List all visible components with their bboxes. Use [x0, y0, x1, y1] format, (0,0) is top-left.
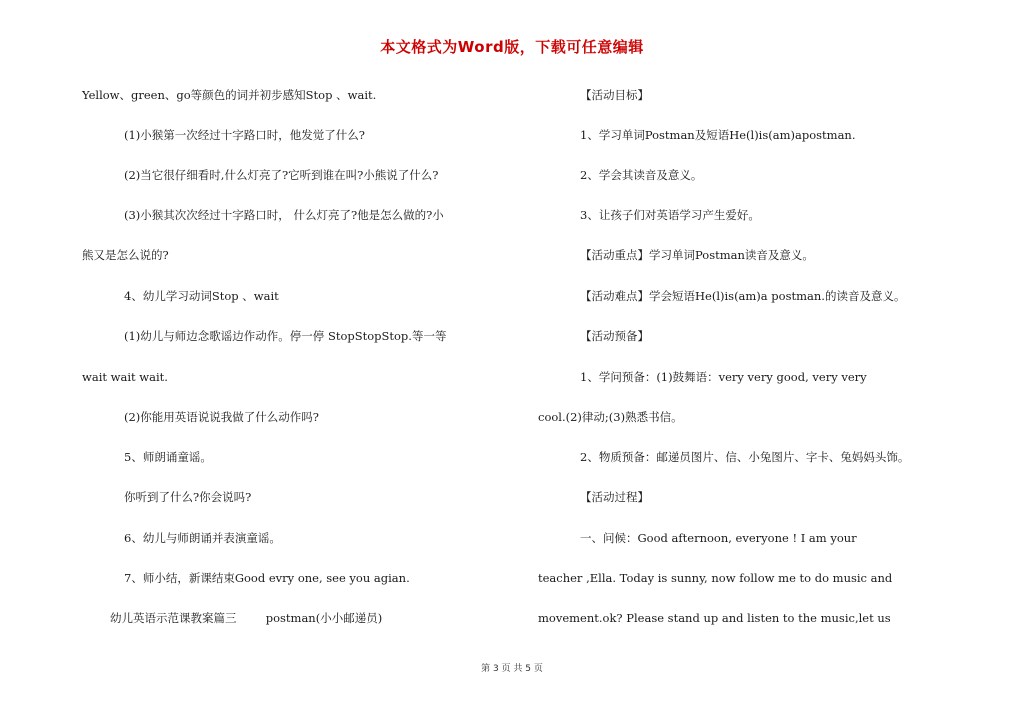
- left-line-12: 6、幼儿与师朗诵并表演童谣。: [124, 531, 281, 545]
- left-line-10: 5、师朗诵童谣。: [124, 450, 212, 464]
- right-line-5: 【活动重点】学习单词Postman读音及意义。: [580, 248, 814, 262]
- right-line-7: 【活动预备】: [580, 329, 649, 343]
- left-line-5: 熊又是怎么说的?: [82, 248, 169, 262]
- right-line-12: 一、问候：Good afternoon, everyone ! I am your: [580, 531, 857, 545]
- right-line-8: 1、学问预备：(1)鼓舞语：very very good, very very: [580, 370, 867, 384]
- right-line-1: 【活动目标】: [580, 88, 649, 102]
- right-line-13: teacher ,Ella. Today is sunny, now follow me to do music and: [538, 571, 893, 585]
- left-line-6: 4、幼儿学习动词Stop 、wait: [124, 289, 279, 303]
- right-line-3: 2、学会其读音及意义。: [580, 168, 703, 182]
- left-line-8: wait wait wait.: [82, 370, 168, 384]
- page-header-title: 本文格式为Word版，下载可任意编辑: [380, 38, 644, 56]
- left-line-2: (1)小猴第一次经过十字路口时，他发觉了什么?: [124, 128, 365, 142]
- left-line-3: (2)当它很仔细看时,什么灯亮了?它听到谁在叫?小熊说了什么?: [124, 168, 439, 182]
- right-line-14: movement.ok? Please stand up and listen to the music,let us: [538, 611, 891, 625]
- right-line-6: 【活动难点】学会短语He(l)is(am)a postman.的读音及意义。: [580, 289, 906, 303]
- page-number-footer: 第 3 页 共 5 页: [481, 664, 543, 674]
- left-line-13: 7、师小结，新课结束Good evry one, see you agian.: [124, 571, 410, 585]
- right-line-9: cool.(2)律动;(3)熟悉书信。: [538, 410, 683, 424]
- left-line-1: Yellow、green、go等颜色的词并初步感知Stop 、wait.: [82, 88, 377, 102]
- left-line-4: (3)小猴其次次经过十字路口时， 什么灯亮了?他是怎么做的?小: [124, 208, 444, 222]
- left-line-11: 你听到了什么?你会说吗?: [124, 490, 252, 504]
- right-line-4: 3、让孩子们对英语学习产生爱好。: [580, 208, 760, 222]
- left-line-14: 幼儿英语示范课教案篇三 postman(小小邮递员): [110, 611, 383, 625]
- left-line-9: (2)你能用英语说说我做了什么动作吗?: [124, 410, 319, 424]
- right-line-2: 1、学习单词Postman及短语He(l)is(am)apostman.: [580, 128, 856, 142]
- right-line-10: 2、物质预备：邮递员图片、信、小兔图片、字卡、兔妈妈头饰。: [580, 450, 910, 464]
- right-line-11: 【活动过程】: [580, 490, 649, 504]
- left-line-7: (1)幼儿与师边念歌谣边作动作。停一停 StopStopStop.等一等: [124, 329, 447, 343]
